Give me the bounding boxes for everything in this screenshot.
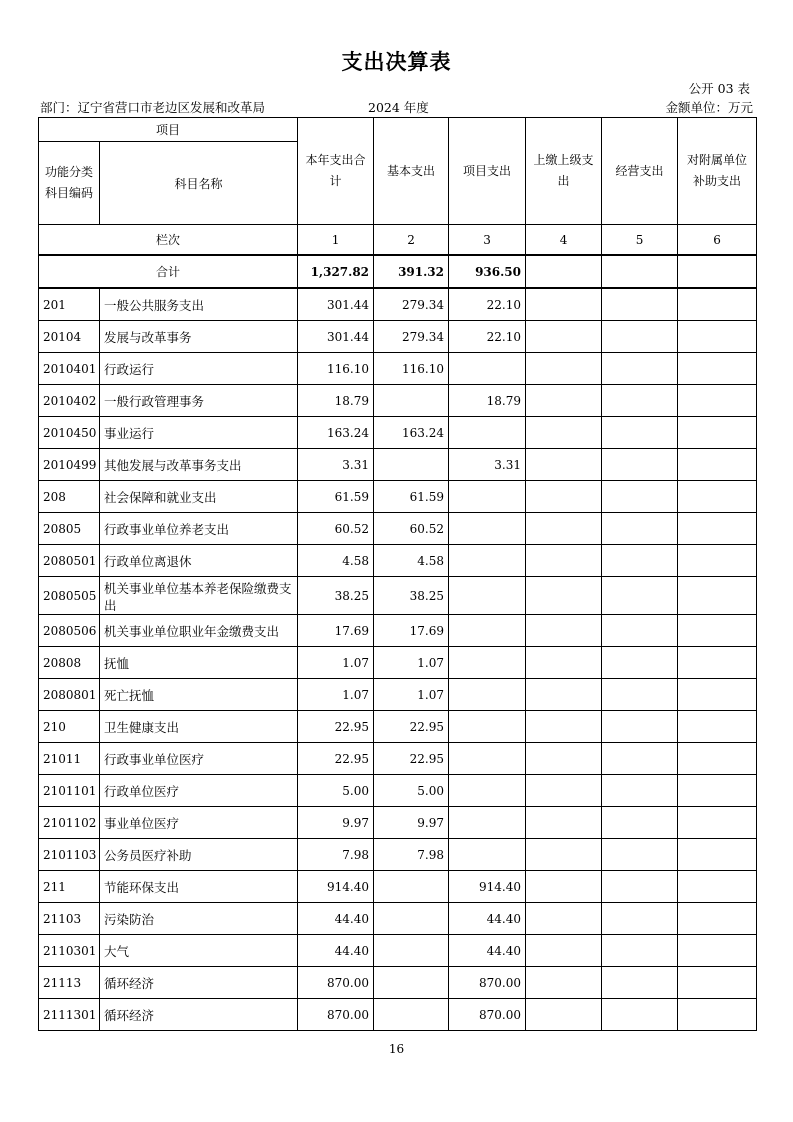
- table-row: [39, 647, 757, 679]
- row-col6: [678, 679, 757, 711]
- row-col5: [602, 321, 678, 353]
- row-col4: [526, 385, 602, 417]
- row-col4: [526, 711, 602, 743]
- row-col1: 61.59: [298, 481, 374, 513]
- row-name: 大气: [100, 935, 298, 967]
- row-col2: [374, 449, 449, 481]
- row-col5: [602, 839, 678, 871]
- total-row: [39, 255, 757, 288]
- row-col6: [678, 577, 757, 615]
- table-row: [39, 449, 757, 481]
- header-col3: 项目支出: [449, 118, 526, 225]
- table-row: [39, 935, 757, 967]
- row-col3: [449, 807, 526, 839]
- row-code: 2010402: [39, 385, 100, 417]
- row-code: 2080801: [39, 679, 100, 711]
- table-row: [39, 577, 757, 615]
- expenditure-table: [38, 117, 757, 1031]
- header-code: 功能分类科目编码: [39, 142, 100, 225]
- row-col2: [374, 385, 449, 417]
- row-col4: [526, 513, 602, 545]
- row-col4: [526, 577, 602, 615]
- row-col4: [526, 871, 602, 903]
- amount-unit: 金额单位：万元: [665, 100, 753, 115]
- row-col1: 44.40: [298, 935, 374, 967]
- table-row: [39, 839, 757, 871]
- row-col4: [526, 417, 602, 449]
- row-col1: 163.24: [298, 417, 374, 449]
- row-col3: [449, 711, 526, 743]
- table-row: [39, 513, 757, 545]
- table-row: [39, 871, 757, 903]
- row-col1: 18.79: [298, 385, 374, 417]
- row-code: 2080506: [39, 615, 100, 647]
- total-col5: [602, 255, 678, 288]
- table-row: [39, 417, 757, 449]
- row-col4: [526, 839, 602, 871]
- total-col4: [526, 255, 602, 288]
- row-name: 一般行政管理事务: [100, 385, 298, 417]
- row-col2: 163.24: [374, 417, 449, 449]
- row-col4: [526, 321, 602, 353]
- row-col6: [678, 775, 757, 807]
- column-number-3: 3: [449, 225, 526, 256]
- row-col1: 17.69: [298, 615, 374, 647]
- table-row: [39, 679, 757, 711]
- row-col1: 4.58: [298, 545, 374, 577]
- row-col3: [449, 353, 526, 385]
- row-col5: [602, 385, 678, 417]
- total-col3: 936.50: [449, 255, 526, 288]
- row-code: 21011: [39, 743, 100, 775]
- row-code: 2080505: [39, 577, 100, 615]
- row-col3: [449, 577, 526, 615]
- total-label: 合计: [39, 255, 298, 288]
- row-col1: 22.95: [298, 711, 374, 743]
- row-name: 行政运行: [100, 353, 298, 385]
- row-col1: 9.97: [298, 807, 374, 839]
- column-number-2: 2: [374, 225, 449, 256]
- row-col1: 1.07: [298, 679, 374, 711]
- row-col6: [678, 839, 757, 871]
- row-col6: [678, 967, 757, 999]
- row-name: 事业单位医疗: [100, 807, 298, 839]
- header-lanci: 栏次: [39, 225, 298, 256]
- row-col5: [602, 353, 678, 385]
- row-col2: [374, 967, 449, 999]
- row-col1: 870.00: [298, 967, 374, 999]
- row-col5: [602, 743, 678, 775]
- row-col2: 60.52: [374, 513, 449, 545]
- row-col1: 870.00: [298, 999, 374, 1031]
- row-code: 2110301: [39, 935, 100, 967]
- row-col6: [678, 807, 757, 839]
- row-col3: [449, 743, 526, 775]
- row-col6: [678, 385, 757, 417]
- row-col5: [602, 903, 678, 935]
- row-col5: [602, 481, 678, 513]
- row-code: 2010401: [39, 353, 100, 385]
- row-col2: 61.59: [374, 481, 449, 513]
- row-col6: [678, 353, 757, 385]
- column-number-4: 4: [526, 225, 602, 256]
- row-name: 循环经济: [100, 967, 298, 999]
- column-number-1: 1: [298, 225, 374, 256]
- row-name: 行政事业单位养老支出: [100, 513, 298, 545]
- row-col4: [526, 679, 602, 711]
- row-col5: [602, 647, 678, 679]
- row-col1: 38.25: [298, 577, 374, 615]
- row-col4: [526, 967, 602, 999]
- row-col4: [526, 807, 602, 839]
- total-col2: 391.32: [374, 255, 449, 288]
- row-col6: [678, 481, 757, 513]
- row-name: 其他发展与改革事务支出: [100, 449, 298, 481]
- row-name: 社会保障和就业支出: [100, 481, 298, 513]
- table-row: [39, 999, 757, 1031]
- row-col3: [449, 679, 526, 711]
- row-col6: [678, 513, 757, 545]
- table-row: [39, 775, 757, 807]
- row-col1: 116.10: [298, 353, 374, 385]
- row-col1: 1.07: [298, 647, 374, 679]
- row-col6: [678, 935, 757, 967]
- row-col3: [449, 775, 526, 807]
- row-col5: [602, 999, 678, 1031]
- row-col3: 44.40: [449, 903, 526, 935]
- row-col5: [602, 711, 678, 743]
- header-col4: 上缴上级支出: [526, 118, 602, 225]
- row-col6: [678, 903, 757, 935]
- header-col6: 对附属单位补助支出: [678, 118, 757, 225]
- row-col5: [602, 871, 678, 903]
- table-row: [39, 807, 757, 839]
- table-row: [39, 545, 757, 577]
- row-col6: [678, 743, 757, 775]
- header-col2: 基本支出: [374, 118, 449, 225]
- row-col3: 914.40: [449, 871, 526, 903]
- row-code: 2101103: [39, 839, 100, 871]
- row-col2: 38.25: [374, 577, 449, 615]
- row-col1: 301.44: [298, 288, 374, 321]
- row-col3: 44.40: [449, 935, 526, 967]
- row-code: 21113: [39, 967, 100, 999]
- row-name: 循环经济: [100, 999, 298, 1031]
- row-col2: 4.58: [374, 545, 449, 577]
- row-col1: 22.95: [298, 743, 374, 775]
- header-col5: 经营支出: [602, 118, 678, 225]
- row-code: 210: [39, 711, 100, 743]
- total-col6: [678, 255, 757, 288]
- row-col3: [449, 513, 526, 545]
- row-col4: [526, 353, 602, 385]
- row-name: 发展与改革事务: [100, 321, 298, 353]
- row-col2: 279.34: [374, 321, 449, 353]
- table-row: [39, 288, 757, 321]
- row-col2: 22.95: [374, 711, 449, 743]
- row-name: 机关事业单位职业年金缴费支出: [100, 615, 298, 647]
- row-col2: 1.07: [374, 679, 449, 711]
- row-col5: [602, 288, 678, 321]
- row-name: 节能环保支出: [100, 871, 298, 903]
- header-name: 科目名称: [100, 142, 298, 225]
- table-row: [39, 481, 757, 513]
- row-col5: [602, 615, 678, 647]
- row-col2: [374, 903, 449, 935]
- row-col6: [678, 321, 757, 353]
- row-code: 20808: [39, 647, 100, 679]
- row-col3: [449, 545, 526, 577]
- row-col3: 18.79: [449, 385, 526, 417]
- row-name: 污染防治: [100, 903, 298, 935]
- row-col1: 60.52: [298, 513, 374, 545]
- row-col5: [602, 775, 678, 807]
- row-code: 2010499: [39, 449, 100, 481]
- row-col3: [449, 839, 526, 871]
- row-name: 行政事业单位医疗: [100, 743, 298, 775]
- row-col4: [526, 449, 602, 481]
- table-row: [39, 743, 757, 775]
- row-col4: [526, 775, 602, 807]
- row-code: 2080501: [39, 545, 100, 577]
- row-code: 20104: [39, 321, 100, 353]
- row-col1: 44.40: [298, 903, 374, 935]
- row-name: 死亡抚恤: [100, 679, 298, 711]
- row-col5: [602, 679, 678, 711]
- row-code: 201: [39, 288, 100, 321]
- row-col1: 3.31: [298, 449, 374, 481]
- row-code: 21103: [39, 903, 100, 935]
- meta-line: [40, 98, 753, 114]
- row-col1: 5.00: [298, 775, 374, 807]
- table-row: [39, 353, 757, 385]
- row-col6: [678, 417, 757, 449]
- row-code: 211: [39, 871, 100, 903]
- row-col5: [602, 417, 678, 449]
- row-code: 2101102: [39, 807, 100, 839]
- table-row: [39, 967, 757, 999]
- row-col6: [678, 871, 757, 903]
- row-col2: 9.97: [374, 807, 449, 839]
- row-name: 行政单位医疗: [100, 775, 298, 807]
- row-col3: 870.00: [449, 999, 526, 1031]
- row-col5: [602, 449, 678, 481]
- row-col6: [678, 288, 757, 321]
- row-col5: [602, 577, 678, 615]
- row-col2: 5.00: [374, 775, 449, 807]
- row-col5: [602, 935, 678, 967]
- row-code: 2101101: [39, 775, 100, 807]
- row-col4: [526, 935, 602, 967]
- row-col2: 279.34: [374, 288, 449, 321]
- total-col1: 1,327.82: [298, 255, 374, 288]
- row-code: 208: [39, 481, 100, 513]
- row-col3: [449, 647, 526, 679]
- row-col2: [374, 935, 449, 967]
- row-code: 2010450: [39, 417, 100, 449]
- row-col6: [678, 545, 757, 577]
- row-name: 卫生健康支出: [100, 711, 298, 743]
- page-number: 16: [388, 1042, 405, 1056]
- row-col6: [678, 449, 757, 481]
- row-col4: [526, 481, 602, 513]
- row-col4: [526, 743, 602, 775]
- row-col4: [526, 999, 602, 1031]
- row-col3: 870.00: [449, 967, 526, 999]
- row-name: 行政单位离退休: [100, 545, 298, 577]
- row-col6: [678, 711, 757, 743]
- row-col4: [526, 288, 602, 321]
- table-row: [39, 903, 757, 935]
- row-code: 20805: [39, 513, 100, 545]
- row-col3: 22.10: [449, 321, 526, 353]
- row-col5: [602, 807, 678, 839]
- row-col2: 116.10: [374, 353, 449, 385]
- row-col2: 1.07: [374, 647, 449, 679]
- row-col4: [526, 615, 602, 647]
- fiscal-year: 2024 年度: [368, 100, 429, 115]
- row-col5: [602, 967, 678, 999]
- row-col2: 7.98: [374, 839, 449, 871]
- row-col3: 22.10: [449, 288, 526, 321]
- row-col6: [678, 615, 757, 647]
- form-number: 公开 03 表: [688, 81, 750, 96]
- row-col6: [678, 647, 757, 679]
- row-col3: 3.31: [449, 449, 526, 481]
- table-row: [39, 711, 757, 743]
- row-col4: [526, 903, 602, 935]
- table-row: [39, 321, 757, 353]
- row-col4: [526, 647, 602, 679]
- page-title: 支出决算表: [341, 50, 452, 74]
- row-col4: [526, 545, 602, 577]
- column-number-6: 6: [678, 225, 757, 256]
- row-col5: [602, 545, 678, 577]
- row-name: 一般公共服务支出: [100, 288, 298, 321]
- department-label: 部门：辽宁省营口市老边区发展和改革局: [40, 100, 266, 115]
- row-col3: [449, 417, 526, 449]
- row-col1: 301.44: [298, 321, 374, 353]
- row-col2: 22.95: [374, 743, 449, 775]
- header-project: 项目: [39, 118, 298, 142]
- column-number-5: 5: [602, 225, 678, 256]
- row-col3: [449, 615, 526, 647]
- row-col6: [678, 999, 757, 1031]
- row-name: 事业运行: [100, 417, 298, 449]
- row-col1: 914.40: [298, 871, 374, 903]
- row-col2: [374, 871, 449, 903]
- header-col1: 本年支出合计: [298, 118, 374, 225]
- row-name: 公务员医疗补助: [100, 839, 298, 871]
- row-col2: [374, 999, 449, 1031]
- row-col5: [602, 513, 678, 545]
- row-col1: 7.98: [298, 839, 374, 871]
- row-col2: 17.69: [374, 615, 449, 647]
- row-col3: [449, 481, 526, 513]
- row-code: 2111301: [39, 999, 100, 1031]
- row-name: 抚恤: [100, 647, 298, 679]
- row-name: 机关事业单位基本养老保险缴费支出: [100, 577, 298, 615]
- table-row: [39, 615, 757, 647]
- table-row: [39, 385, 757, 417]
